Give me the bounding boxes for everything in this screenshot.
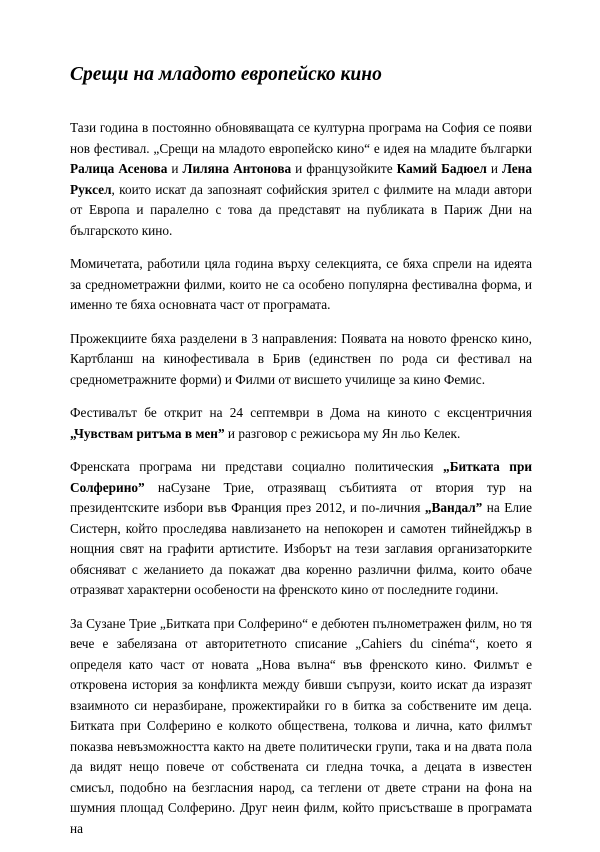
text: и [486,161,502,176]
name-liliana: Лиляна Антонова [182,161,292,176]
name-ralitsa: Ралица Асенова [70,161,168,176]
paragraph-trie: За Сузане Трие „Битката при Солферино“ е дебютен пълнометражен филм, но тя вече е забелязана от авторитетното списание „Cahiers du cinéma“, което я определя като част от новата „Нова вълна“ във френското кино. Филмът е откровена история за конфликта между бивши съпрузи, които искат да изразят взаимното си неразбиране, прожектирайки го в битка за собствените им деца. Битката при Солферино е колкото обществена, толкова и лична, като филмът показва невъзможността както на двете политически групи, така и на двата пола да видят нещо повече от собствената си гледна точка, а децата в известен смисъл, подобно на безгласния народ, са теглени от двете страни на фона на шумния площад Солферино. Друг неин филм, който присъстваше в програмата на [70,615,532,836]
text: и французойките [291,161,397,176]
text: , които искат да запознаят софийския зрител с филмите на млади автори от Европа и паралелно с това да представят на публиката в Париж Дни на българското кино. [70,181,532,238]
name-lena: Лена Руксел [70,161,532,197]
article-body [70,118,532,852]
paragraph-opening [70,403,532,444]
text: на Елие Систерн, който проследява навлизането на непокорен и самотен тийнейджър в нощния свят на графити артистите. Изборът на тези заглавия организаторките обясняват с желанието да покажат два коренно различни филма, които обаче отразяват характерни особености на френското кино от последните години. [70,500,532,597]
text: Фестивалът бе открит на 24 септември в Дома на киното с ексцентричния [70,405,532,420]
text: наСузане Трие, отразяващ събитията от втория тур на президентските избори във Франция през 2012, и по-личния [70,479,532,515]
paragraph-intro [70,118,532,241]
paragraph-selection: Момичетата, работили цяла година върху селекцията, се бяха спрели на идеята за среднометражни филми, които не са особено популярна фестивална форма, и именно те бяха основната част от програмата. [70,256,532,312]
paragraph-french-program [70,457,532,601]
film-title: „Вандал” [424,500,483,515]
text: Френската програма ни представи социално политическия [70,459,444,474]
text: Тази година в постоянно обновяващата се културна програма на София се появи нов фестивал. „Срещи на младото европейско кино“ е идея на младите българки [70,120,532,156]
paragraph-sections: Прожекциите бяха разделени в 3 направления: Появата на новото френско кино, Картбланш на кинофестивала в Брив (единствен по рода си фестивал на среднометражните форми) и Филми от висшето училище за кино Фемис. [70,330,532,387]
name-camille: Камий Бадюел [396,161,487,176]
film-title: „Битката при Солферино” [70,459,533,495]
text: и [167,161,183,176]
text: и разговор с режисьора му Ян льо Келек. [224,425,461,441]
film-title: „Чувствам ритъма в мен” [70,425,225,441]
article-title: Срещи на младото европейско кино [70,64,382,85]
